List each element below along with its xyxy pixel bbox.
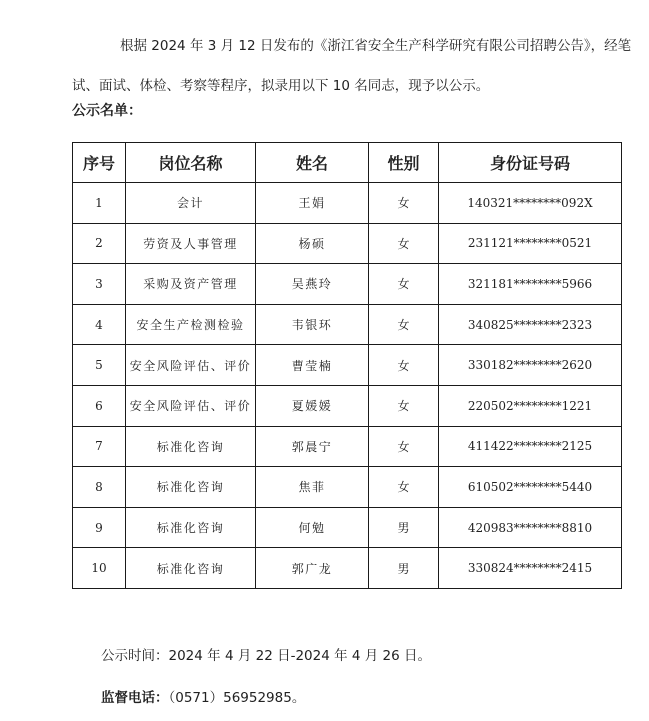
cell-name: 郭晨宁 [256, 426, 369, 467]
header-name: 姓名 [256, 143, 369, 183]
supervision-phone [101, 686, 305, 706]
cell-gender: 女 [369, 467, 439, 508]
table-row [73, 548, 622, 589]
publicity-period-value: 2024 年 4 月 22 日-2024 年 4 月 26 日。 [168, 648, 432, 664]
cell-id: 420983********8810 [439, 507, 622, 548]
cell-gender: 女 [369, 304, 439, 345]
publicity-period-label: 公示时间： [101, 648, 169, 664]
cell-no: 6 [73, 385, 126, 426]
cell-name: 郭广龙 [256, 548, 369, 589]
cell-position: 劳资及人事管理 [126, 223, 256, 264]
cell-no: 4 [73, 304, 126, 345]
supervision-phone-value: （0571）56952985。 [168, 690, 306, 706]
cell-position: 安全风险评估、评价 [126, 345, 256, 386]
cell-id: 220502********1221 [439, 385, 622, 426]
cell-gender: 女 [369, 223, 439, 264]
cell-position: 会计 [126, 183, 256, 224]
cell-id: 330182********2620 [439, 345, 622, 386]
header-id: 身份证号码 [439, 143, 622, 183]
cell-no: 1 [73, 183, 126, 224]
cell-position: 标准化咨询 [126, 467, 256, 508]
cell-gender: 女 [369, 345, 439, 386]
table-row [73, 345, 622, 386]
cell-gender: 女 [369, 385, 439, 426]
cell-gender: 女 [369, 183, 439, 224]
cell-no: 2 [73, 223, 126, 264]
cell-no: 8 [73, 467, 126, 508]
table-row [73, 426, 622, 467]
cell-name: 吴燕玲 [256, 264, 369, 305]
cell-gender: 男 [369, 548, 439, 589]
cell-name: 何勉 [256, 507, 369, 548]
cell-id: 321181********5966 [439, 264, 622, 305]
table-row [73, 223, 622, 264]
cell-position: 采购及资产管理 [126, 264, 256, 305]
cell-position: 安全风险评估、评价 [126, 385, 256, 426]
cell-position: 标准化咨询 [126, 548, 256, 589]
cell-gender: 男 [369, 507, 439, 548]
cell-name: 曹莹楠 [256, 345, 369, 386]
cell-id: 610502********5440 [439, 467, 622, 508]
cell-gender: 女 [369, 426, 439, 467]
table-row [73, 385, 622, 426]
cell-id: 340825********2323 [439, 304, 622, 345]
cell-no: 3 [73, 264, 126, 305]
hiring-table [72, 142, 622, 589]
cell-name: 韦银环 [256, 304, 369, 345]
cell-position: 安全生产检测检验 [126, 304, 256, 345]
cell-position: 标准化咨询 [126, 507, 256, 548]
cell-no: 7 [73, 426, 126, 467]
cell-name: 夏媛媛 [256, 385, 369, 426]
cell-position: 标准化咨询 [126, 426, 256, 467]
intro-paragraph: 根据 2024 年 3 月 12 日发布的《浙江省安全生产科学研究有限公司招聘公告》，经笔试、面试、体检、考察等程序，拟录用以下 10 名同志，现予以公示。 [72, 38, 632, 94]
cell-name: 王娟 [256, 183, 369, 224]
table-row [73, 467, 622, 508]
list-title: 公示名单： [72, 103, 142, 119]
header-no: 序号 [73, 143, 126, 183]
table-row [73, 183, 622, 224]
cell-id: 411422********2125 [439, 426, 622, 467]
cell-name: 焦菲 [256, 467, 369, 508]
cell-id: 231121********0521 [439, 223, 622, 264]
cell-no: 5 [73, 345, 126, 386]
cell-name: 杨硕 [256, 223, 369, 264]
table-row [73, 507, 622, 548]
cell-no: 9 [73, 507, 126, 548]
header-position: 岗位名称 [126, 143, 256, 183]
table-row [73, 264, 622, 305]
supervision-phone-label: 监督电话： [101, 690, 169, 706]
cell-gender: 女 [369, 264, 439, 305]
table-row [73, 304, 622, 345]
cell-id: 330824********2415 [439, 548, 622, 589]
cell-no: 10 [73, 548, 126, 589]
table-header-row [73, 143, 622, 183]
cell-id: 140321********092X [439, 183, 622, 224]
header-gender: 性别 [369, 143, 439, 183]
publicity-period [101, 644, 431, 664]
